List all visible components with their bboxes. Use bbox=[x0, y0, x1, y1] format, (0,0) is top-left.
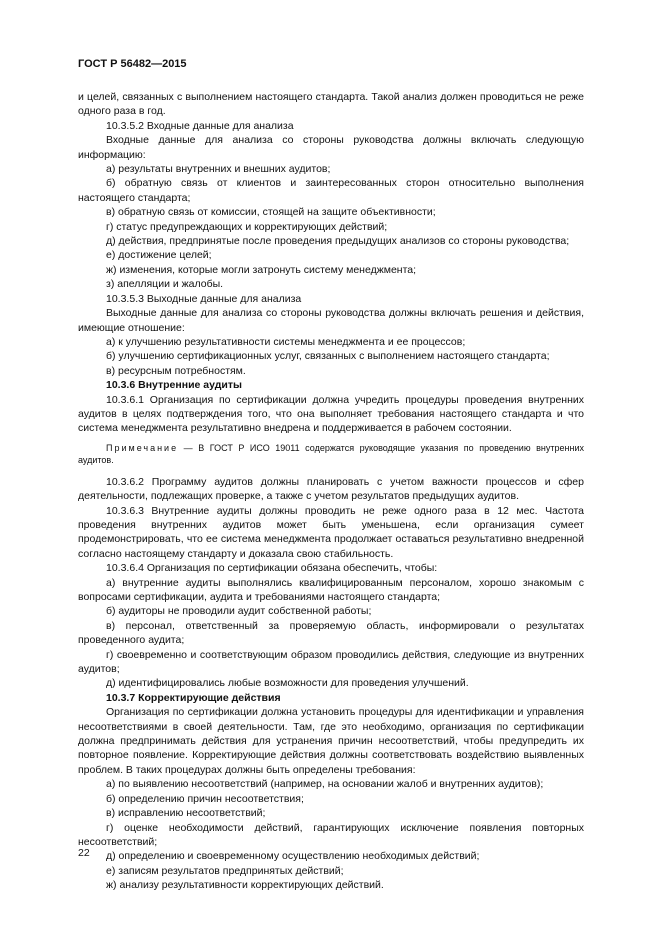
clause-heading: 10.3.5.2 Входные данные для анализа bbox=[106, 119, 294, 132]
list-item: ж) анализу результативности корректирующих действий. bbox=[106, 879, 384, 892]
list-item: д) действия, предпринятые после проведения предыдущих анализов со стороны руководства; bbox=[106, 235, 570, 248]
list-item: г) статус предупреждающих и корректирующих действий; bbox=[106, 220, 388, 233]
list-item: д) идентифицировались любые возможности для проведения улучшений. bbox=[106, 677, 469, 690]
document-header: ГОСТ Р 56482—2015 bbox=[78, 58, 187, 70]
paragraph: Выходные данные для анализа со стороны руководства должны включать решения и действия, имеющие отношение: bbox=[78, 307, 584, 334]
note bbox=[78, 442, 584, 467]
document-body bbox=[78, 90, 584, 893]
list-item: ж) изменения, которые могли затронуть систему менеджмента; bbox=[106, 263, 417, 276]
clause-heading: 10.3.5.3 Выходные данные для анализа bbox=[106, 292, 302, 305]
list-item: е) записям результатов предпринятых действий; bbox=[106, 864, 344, 877]
list-item: д) определению и своевременному осуществлению необходимых действий; bbox=[106, 850, 480, 863]
list-item: а) по выявлению несоответствий (например, на основании жалоб и внутренних аудитов); bbox=[106, 778, 544, 791]
list-item: в) ресурсным потребностям. bbox=[106, 364, 246, 377]
list-item: в) персонал, ответственный за проверяемую область, информировали о результатах проведенного аудита; bbox=[78, 619, 584, 647]
list-item: г) своевременно и соответствующим образом проводились действия, следующие из внутренних аудитов; bbox=[78, 648, 584, 676]
list-item: г) оценке необходимости действий, гарантирующих исключение появления повторных несоответствий; bbox=[78, 821, 584, 848]
list-item: б) определению причин несоответствия; bbox=[106, 792, 304, 805]
list-item: а) результаты внутренних и внешних аудитов; bbox=[106, 163, 331, 176]
list-item: е) достижение целей; bbox=[106, 249, 212, 262]
paragraph: Организация по сертификации должна установить процедуры для идентификации и управления несоответствиями в своей деятельности. Там, где это необходимо, организация по сертификации должна предпринимать действия для устранения причин несоответствий, чтобы предупредить их повторное появление. Корректирующие действия должны соответствовать воздействию выявленных проблем. В таких процедурах должны быть определены требования: bbox=[78, 706, 584, 776]
list-item: в) обратную связь от комиссии, стоящей на защите объективности; bbox=[106, 206, 436, 219]
paragraph: 10.3.6.1 Организация по сертификации должна учредить процедуры проведения внутренних аудитов в целях подтверждения того, что она выполняет требования настоящего стандарта и что система менеджмента результативно внедрена и поддерживается в рабочем состоянии. bbox=[78, 393, 584, 435]
note-text: — В ГОСТ Р ИСО 19011 содержатся руководящие указания по проведению внутренних аудитов. bbox=[78, 442, 584, 466]
page-number: 22 bbox=[78, 847, 90, 859]
list-item: б) улучшению сертификационных услуг, связанных с выполнением настоящего стандарта; bbox=[106, 350, 550, 363]
paragraph: 10.3.6.4 Организация по сертификации обязана обеспечить, чтобы: bbox=[106, 562, 438, 575]
list-item: б) обратную связь от клиентов и заинтересованных сторон относительно выполнения настоящего стандарта; bbox=[78, 177, 584, 204]
list-item: в) исправлению несоответствий; bbox=[106, 807, 266, 820]
paragraph: и целей, связанных с выполнением настоящего стандарта. Такой анализ должен проводиться не реже одного раза в год. bbox=[78, 91, 584, 118]
list-item: б) аудиторы не проводили аудит собственной работы; bbox=[106, 605, 372, 618]
paragraph: 10.3.6.2 Программу аудитов должны планировать с учетом важности процессов и сфер деятельности, подлежащих проверке, а также с учетом результатов предыдущих аудитов. bbox=[78, 475, 584, 503]
list-item: з) апелляции и жалобы. bbox=[106, 278, 224, 291]
paragraph: Входные данные для анализа со стороны руководства должны включать следующую информацию: bbox=[78, 134, 584, 161]
section-heading: 10.3.6 Внутренние аудиты bbox=[106, 379, 242, 392]
list-item: а) к улучшению результативности системы менеджмента и ее процессов; bbox=[106, 335, 466, 348]
list-item: а) внутренние аудиты выполнялись квалифицированным персоналом, хорошо знакомым с вопросами сертификации, аудита и требованиями настоящего стандарта; bbox=[78, 576, 584, 603]
note-label: Примечание bbox=[106, 442, 179, 453]
paragraph: 10.3.6.3 Внутренние аудиты должны проводить не реже одного раза в 12 мес. Частота проведения внутренних аудитов может быть уменьшена, если организация сумеет продемонстрировать, что ее система менеджмента продолжает оставаться результативно внедренной согласно настоящему стандарту и доказала свою стабильность. bbox=[78, 504, 584, 560]
section-heading: 10.3.7 Корректирующие действия bbox=[106, 691, 281, 704]
